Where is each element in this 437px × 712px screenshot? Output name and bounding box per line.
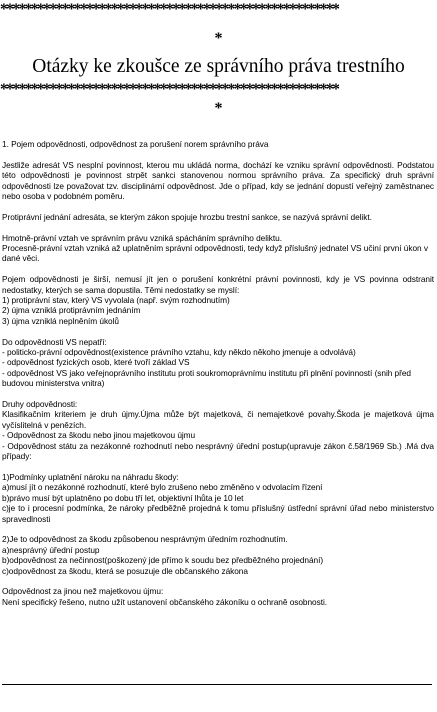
- list-item: a)musí jít o nezákonné rozhodnutí, které bylo zrušeno nebo změněno v odvolacím řízení: [2, 482, 323, 493]
- star-single-bottom: *: [214, 100, 223, 117]
- list-item: 3) újma vzniklá neplněním úkolů: [2, 315, 119, 326]
- list-item: b)právo musí být uplatněno po dobu tří let, objektivní lhůta je 10 let: [2, 492, 244, 503]
- list-item: - Odpovědnost státu za nezákonné rozhodnutí nebo nesprávný úřední postup(upravuje zákon č.58/1969 Sb.) .Má dva případy:: [2, 440, 434, 462]
- list-item: c)je to i procesní podmínka, že nároky předběžně projedná k tomu příslušný ústřední správní úřad nebo ministerstvo spravedlnosti: [2, 503, 434, 524]
- paragraph-klasifikace: Klasifikačním kriteriem je druh újmy.Újma může být majetková, či nemajetkové povahy.Škoda je majetková újma vyčíslitelná v penězích.: [2, 409, 434, 430]
- list-item: - odpovědnost VS jako veřejnoprávního institutu proti soukromoprávnímu institutu při plnění povinností (snih před budovou ministerstva vnitra): [2, 367, 411, 389]
- page-title: Otázky ke zkoušce ze správního práva trestního: [32, 56, 405, 77]
- section-heading-nepatri: Do odpovědnosti VS nepatří:: [2, 336, 107, 347]
- stars-divider-bottom: *******************************************************: [0, 82, 339, 98]
- paragraph-nemajetkova: Není specifický řešeno, nutno užít ustanovení občanského zákoníku o ochraně osobnosti.: [2, 596, 328, 607]
- list-item: - odpovědnost fyzických osob, které tvoří základ VS: [2, 357, 190, 368]
- list-item: - politicko-právní odpovědnost(existence právního vztahu, kdy někdo někoho jmenuje a odvolává): [2, 347, 356, 358]
- section-heading-druhy: Druhy odpovědnosti:: [2, 399, 78, 410]
- paragraph-hmotne: Hmotně-právní vztah ve správním právu vzniká spácháním správního deliktu.: [2, 232, 282, 243]
- list-item: 2) újma vzniklá protiprávním jednáním: [2, 305, 141, 316]
- document-body: [2, 139, 434, 607]
- stars-divider-top: *******************************************************: [0, 2, 339, 18]
- list-item: c)odpovědnost za škodu, která se posuzuje dle občanského zákona: [2, 565, 248, 576]
- question-heading: 1. Pojem odpovědnosti, odpovědnost za porušení norem správního práva: [2, 139, 269, 149]
- paragraph-definition: Jestliže adresát VS nesplní povinnost, kterou mu ukládá norma, dochází ke vzniku správní odpovědnosti. Podstatou této odpovědnosti je povinnost strpět sankci stanovenou normou správního práva. Za specifický druh správní odpovědnosti lze považovat tzv. disciplinární odpovědnost. Jde o případ, kdy se jednání dopustí veřejný zaměstnanec nebo osoba v podobném poměru.: [2, 159, 434, 202]
- list-item: 1) protiprávní stav, který VS vyvolala (např. svým rozhodnutím): [2, 295, 230, 306]
- section-heading-nemajetkova: Odpovědnost za jinou než majetkovou újmu:: [2, 586, 164, 597]
- section-heading-skoda: 2)Je to odpovědnost za škodu způsobenou nesprávným úředním rozhodnutím.: [2, 534, 288, 545]
- bottom-divider: [2, 684, 432, 685]
- list-item: - Odpovědnost za škodu nebo jinou majetkovou újmu: [2, 430, 196, 441]
- section-heading-podminky: 1)Podmínky uplatnění nároku na náhradu škody:: [2, 471, 179, 482]
- star-single-top: *: [214, 30, 223, 47]
- list-item: a)nesprávný úřední postup: [2, 544, 100, 555]
- paragraph-delikt: Protiprávní jednání adresáta, se kterým zákon spojuje hrozbu trestní sankce, se nazývá správní delikt.: [2, 211, 372, 222]
- paragraph-procesne: Procesně-právní vztah vzniká až uplatněním správní odpovědnosti, tedy když příslušný jednatel VS učiní první úkon v dané věci.: [2, 243, 428, 264]
- paragraph-pojem: Pojem odpovědnosti je širší, nemusí jít jen o porušení konkrétní právní povinnosti, kdy je VS povinna odstranit nedostatky, kterých se sama dopustila. Těmi nedostatky se myslí:: [2, 274, 434, 295]
- list-item: b)odpovědnost za nečinnost(poškozený jde přímo k soudu bez předběžného projednání): [2, 555, 324, 566]
